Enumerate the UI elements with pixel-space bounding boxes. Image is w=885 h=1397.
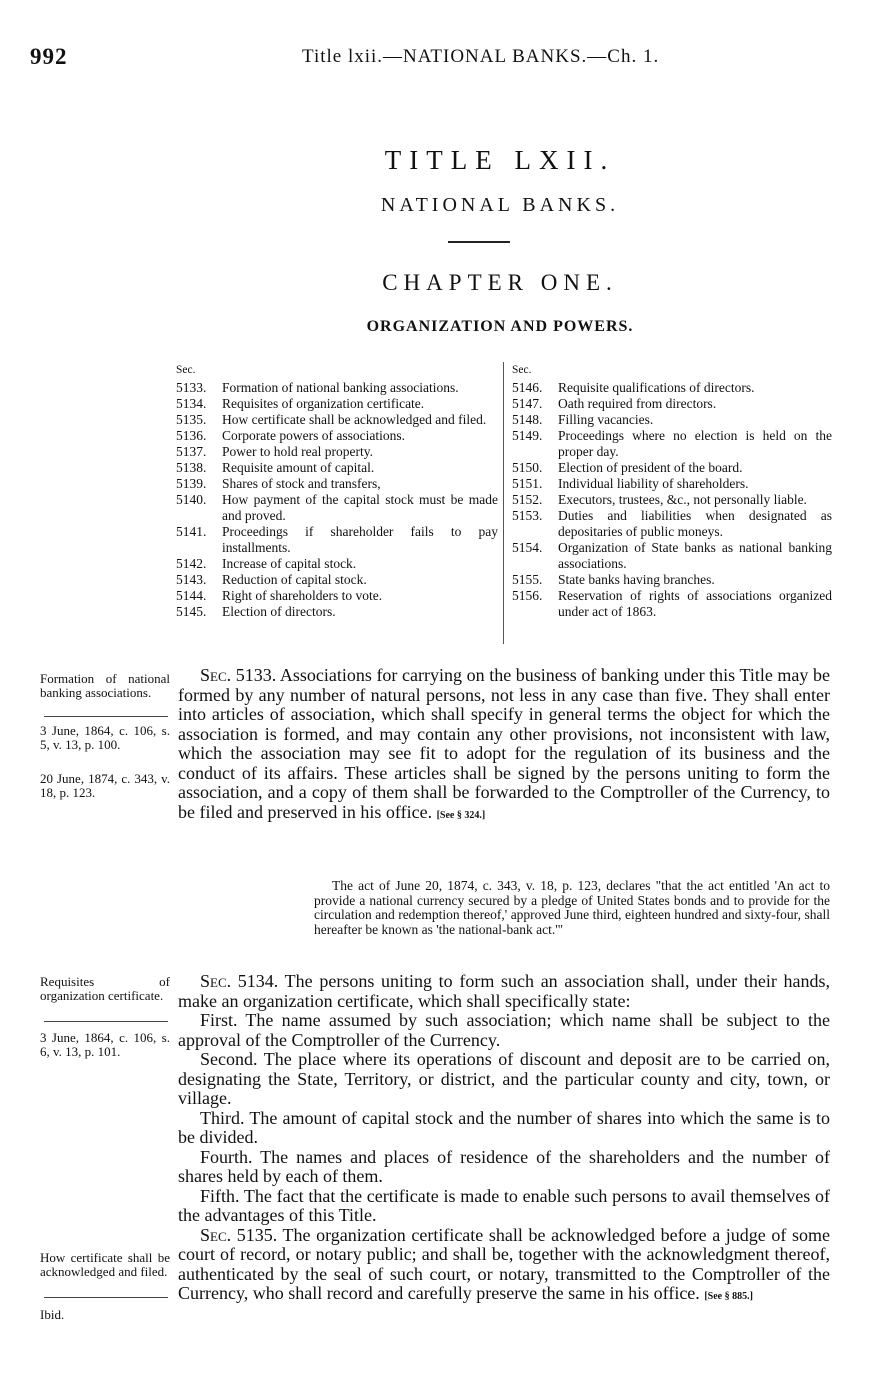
toc-entry-title: Reduction of capital stock. [222,572,367,587]
toc-entry-number: 5142. [176,556,207,571]
toc-entry [176,588,498,604]
toc-entry [512,460,832,476]
title-heading: TITLE LXII. [384,145,616,175]
toc-entry-number: 5140. [176,492,207,507]
toc-entry-number: 5149. [512,428,543,443]
section-text: The persons uniting to form such an association shall, under their hands, make an organization certificate, which shall specifically state: [178,971,830,1011]
toc-entry-title: Proceedings if shareholder fails to pay installments. [222,524,498,555]
clause-fifth: Fifth. The fact that the certificate is made to enable such persons to avail themselves of the advantages of this Title. [178,1185,830,1225]
toc-entry-number: 5143. [176,572,207,587]
toc-entry-number: 5146. [512,380,543,395]
toc-entry-title: Reservation of rights of associations organized under act of 1863. [558,588,832,619]
toc-entry [176,572,498,588]
toc-entry [176,396,498,412]
toc-entry-number: 5154. [512,540,543,555]
clause-first: First. The name assumed by such association; which name shall be subject to the approval of the Comptroller of the Currency. [178,1010,830,1050]
margin-note-citation: 3 June, 1864, c. 106, s. 6, v. 13, p. 101. [40,1030,170,1059]
toc-entry [512,476,832,492]
clause-fourth: Fourth. The names and places of residence of the shareholders and the number of shares held by each of them. [178,1146,830,1186]
toc-entry [512,492,832,508]
toc-entry-title: Election of directors. [222,604,336,619]
toc-entry-number: 5135. [176,412,207,427]
toc-entry [176,444,498,460]
toc-entry-number: 5151. [512,476,543,491]
editorial-note: The act of June 20, 1874, c. 343, v. 18, p. 123, declares "that the act entitled 'An act to provide a national currency secured by a pledge of United States bonds and to provide for the circulation and redemption thereof,' approved June third, eighteen hundred and sixty-four, shall hereafter be known as 'the national-bank act.'" [314,878,830,937]
title-subheading: NATIONAL BANKS. [380,194,620,216]
toc-entry [512,572,832,588]
toc-entry-number: 5133. [176,380,207,395]
section-label: Sec. 5134. [200,971,279,991]
margin-note-formation: Formation of national banking associations. [40,671,170,700]
toc-entry-title: Requisite amount of capital. [222,460,375,475]
toc-entry-title: Formation of national banking associations. [222,380,459,395]
toc-entry-title: Filling vacancies. [558,412,654,427]
toc-entry-title: How payment of the capital stock must be made and proved. [222,492,498,523]
toc-entry [176,476,498,492]
margin-note-requisites: Requisites of organization certificate. [40,974,170,1003]
toc-entry [512,508,832,540]
toc-entry-number: 5152. [512,492,543,507]
toc-entry-number: 5155. [512,572,543,587]
toc-entry-number: 5141. [176,524,207,539]
toc-divider [503,362,504,644]
toc-entry-title: Individual liability of shareholders. [558,476,749,491]
toc-entry-number: 5136. [176,428,207,443]
toc-entry-number: 5144. [176,588,207,603]
margin-rule [44,716,168,717]
toc-entry-title: Shares of stock and transfers, [222,476,381,491]
title-divider [448,241,510,243]
clause-second: Second. The place where its operations of discount and deposit are to be carried on, designating the State, Territory, or district, and the particular county and city, town, or village. [178,1049,830,1108]
toc-entry [176,524,498,556]
toc-entry-number: 5137. [176,444,207,459]
clause-third: Third. The amount of capital stock and the number of shares into which the same is to be divided. [178,1107,830,1147]
cross-reference: [See § 324.] [436,809,486,821]
margin-note-acknowledged: How certificate shall be acknowledged and filed. [40,1250,170,1279]
toc-entry-number: 5145. [176,604,207,619]
toc-entry [512,540,832,572]
toc-entry-number: 5156. [512,588,543,603]
toc-entry [512,380,832,396]
toc-sec-label: Sec. [512,364,532,376]
toc-entry [512,396,832,412]
margin-rule [44,1297,168,1298]
margin-note-citation: 20 June, 1874, c. 343, v. 18, p. 123. [40,771,170,800]
toc-entry-title: Election of president of the board. [558,460,743,475]
toc-entry-number: 5148. [512,412,543,427]
section-5133 [178,666,830,825]
toc-entry [176,412,498,428]
toc-entry-title: Corporate powers of associations. [222,428,405,443]
running-head: Title lxii.—NATIONAL BANKS.—Ch. 1. [302,46,660,67]
toc-entry [512,588,832,620]
page-number: 992 [30,44,68,69]
toc-entry [176,604,498,620]
toc-entry [512,428,832,460]
toc-entry [176,428,498,444]
toc-entry-title: Organization of State banks as national banking associations. [558,540,832,571]
section-label: Sec. 5133. [200,665,277,685]
toc-entry-title: Power to hold real property. [222,444,373,459]
toc-entry-title: State banks having branches. [558,572,715,587]
toc-entry-number: 5138. [176,460,207,475]
toc-entry-title: Proceedings where no election is held on the proper day. [558,428,832,459]
toc-entry-title: Requisite qualifications of directors. [558,380,755,395]
toc-entry-title: How certificate shall be acknowledged and filed. [222,412,487,427]
toc-entry-title: Right of shareholders to vote. [222,588,383,603]
toc-sec-label: Sec. [176,364,196,376]
toc-entry-number: 5134. [176,396,207,411]
toc-entry-number: 5139. [176,476,207,491]
margin-note-citation: 3 June, 1864, c. 106, s. 5, v. 13, p. 100. [40,723,170,752]
margin-rule [44,1021,168,1022]
toc-column-right [512,362,832,620]
section-label: Sec. 5135. [200,1224,278,1245]
cross-reference: [See § 885.] [704,1291,753,1302]
toc-entry [176,556,498,572]
toc-entry [176,460,498,476]
section-text: Associations for carrying on the business of banking under this Title may be formed by any number of natural persons, not less in any case than five. They shall enter into articles of association, which shall specify in general terms the object for which the association is formed, and may contain any other provisions, not inconsistent with law, which the association may see fit to adopt for the regulation of its business and the conduct of its affairs. These articles shall be signed by the persons uniting to form the association, and a copy of them shall be forwarded to the Comptroller of the Currency, to be filed and preserved in his office. [178,665,830,822]
toc-entry-title: Duties and liabilities when designated as depositaries of public moneys. [558,508,832,539]
section-text: The organization certificate shall be acknowledged before a judge of some court of record, or notary public; and shall be, together with the acknowledgment thereof, authenticated by the seal of such court, or notary, transmitted to the Comptroller of the Currency, who shall record and carefully preserve the same in his office. [178,1224,830,1303]
margin-note-ibid: Ibid. [40,1307,65,1322]
chapter-heading: CHAPTER ONE. [382,270,618,295]
toc-column-left [176,362,498,620]
chapter-subheading: ORGANIZATION AND POWERS. [366,318,634,335]
toc-entry-title: Requisites of organization certificate. [222,396,425,411]
toc-entry-number: 5150. [512,460,543,475]
toc-entry-title: Increase of capital stock. [222,556,357,571]
toc-entry [512,412,832,428]
toc-entry-number: 5153. [512,508,543,523]
toc-entry-title: Oath required from directors. [558,396,717,411]
section-5134 [178,972,830,1307]
toc-entry [176,492,498,524]
toc-entry-title: Executors, trustees, &c., not personally liable. [558,492,807,507]
toc-entry [176,380,498,396]
toc-entry-number: 5147. [512,396,543,411]
